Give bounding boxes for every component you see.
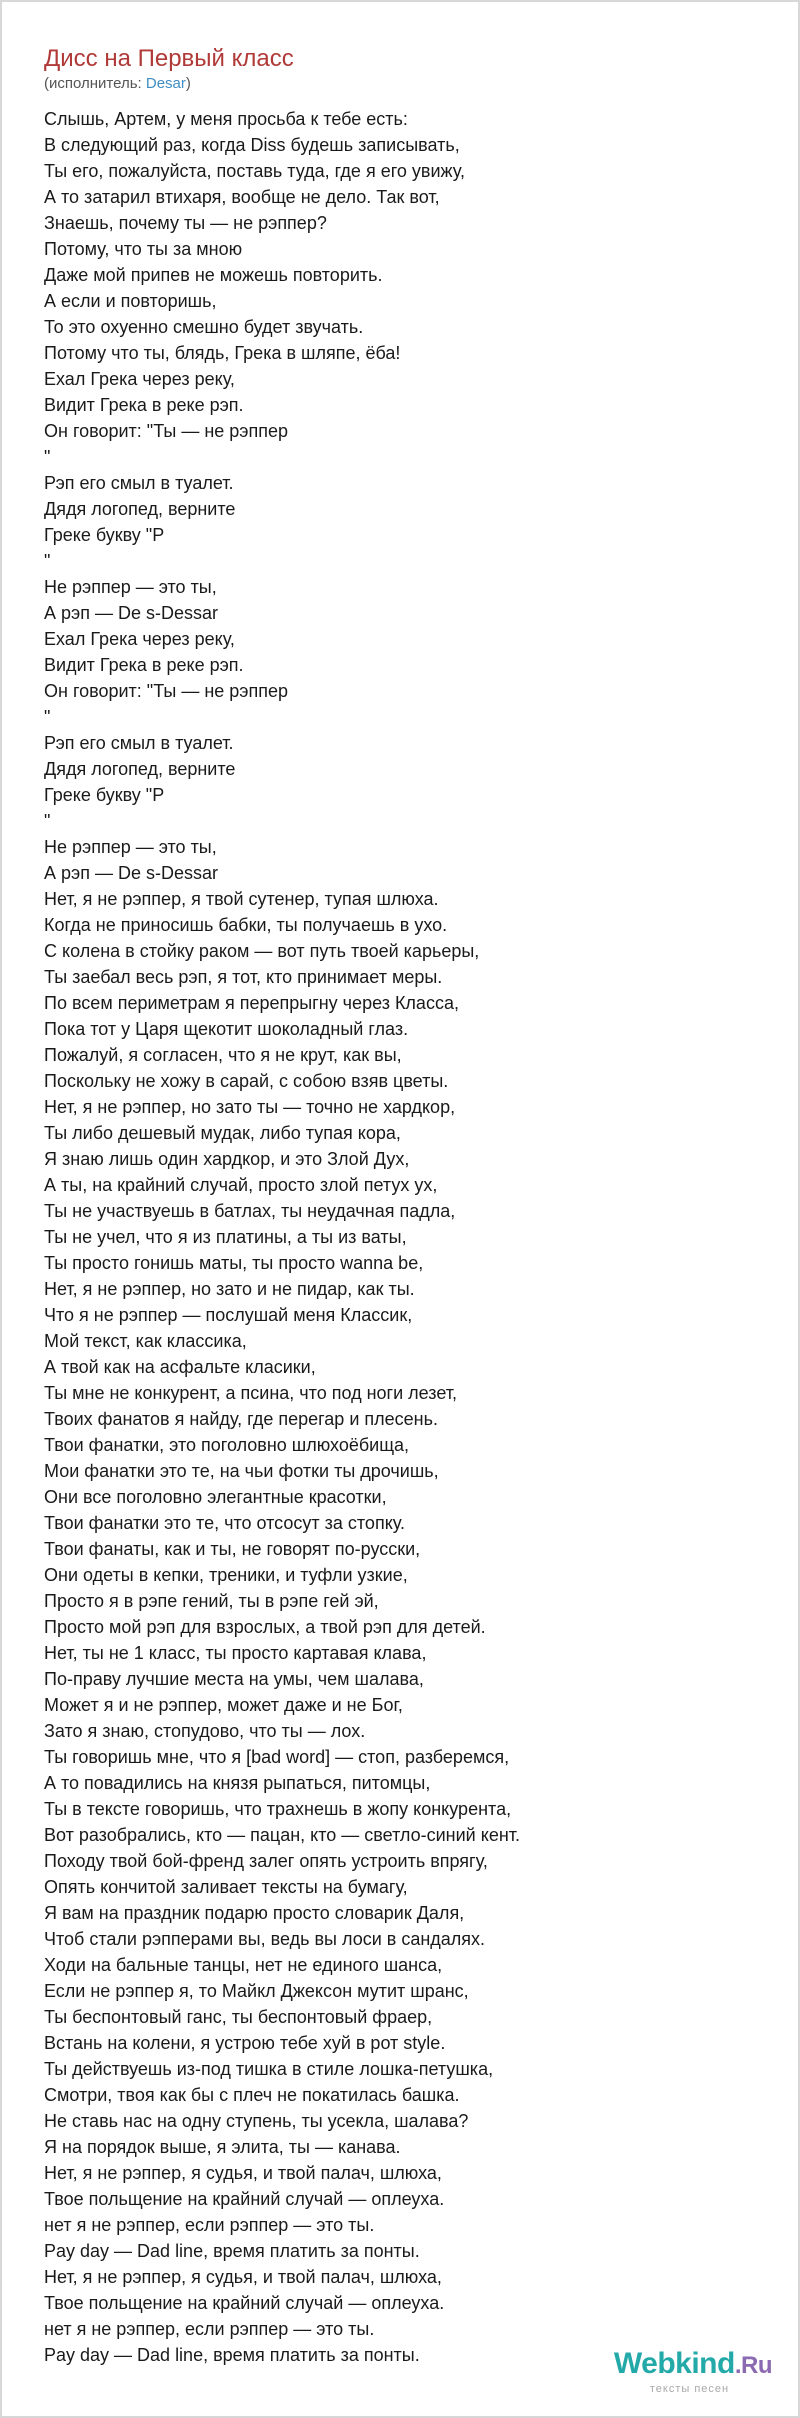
lyric-line: Греке букву "Р [44,785,165,805]
lyric-line: По всем периметрам я перепрыгну через Класса, [44,993,459,1013]
lyric-line: Ты мне не конкурент, а псина, что под ноги лезет, [44,1383,458,1403]
lyric-line: нет я не рэппер, если рэппер — это ты. [44,2319,375,2339]
lyric-line: Если не рэппер я, то Майкл Джексон мутит шранс, [44,1981,469,2001]
lyric-line: Ты либо дешевый мудак, либо тупая кора, [44,1123,401,1143]
lyric-line: Даже мой припев не можешь повторить. [44,265,383,285]
lyric-line: Греке букву "Р [44,525,165,545]
lyric-line: Не рэппер — это ты, [44,577,217,597]
lyric-line: Потому, что ты за мною [44,239,243,259]
lyric-line: Встань на колени, я устрою тебе хуй в рот style. [44,2033,446,2053]
lyric-line: А ты, на крайний случай, просто злой петух ух, [44,1175,438,1195]
lyric-line: Твои фанатки, это поголовно шлюхоёбища, [44,1435,410,1455]
lyric-line: Просто я в рэпе гений, ты в рэпе гей эй, [44,1591,379,1611]
lyric-line: Опять кончитой заливает тексты на бумагу, [44,1877,408,1897]
artist-prefix: (исполнитель: [44,75,146,92]
page-title: Дисс на Первый класс [44,45,294,72]
lyric-line: С колена в стойку раком — вот путь твоей карьеры, [44,941,480,961]
lyric-line: Ты не учел, что я из платины, а ты из ваты, [44,1227,407,1247]
lyric-line: Знаешь, почему ты — не рэппер? [44,213,327,233]
lyric-line: " [44,707,51,727]
lyric-line: Ехал Грека через реку, [44,629,235,649]
lyric-line: Нет, я не рэппер, но зато ты — точно не хардкор, [44,1097,456,1117]
lyric-line: Нет, я не рэппер, я судья, и твой палач, шлюха, [44,2163,442,2183]
lyric-line: Поскольку не хожу в сарай, с собою взяв цветы. [44,1071,449,1091]
lyric-line: " [44,811,51,831]
artist-suffix: ) [185,75,191,92]
lyric-line: По-праву лучшие места на умы, чем шалава, [44,1669,424,1689]
lyric-line: А твой как на асфальте класики, [44,1357,316,1377]
logo-tagline: тексты песен [649,2383,730,2395]
lyric-line: Нет, я не рэппер, я судья, и твой палач, шлюха, [44,2267,442,2287]
lyric-line: Ты его, пожалуйста, поставь туда, где я его увижу, [44,161,465,181]
lyric-line: Дядя логопед, верните [44,499,236,519]
lyric-line: Когда не приносишь бабки, ты получаешь в ухо. [44,915,448,935]
lyric-line: Просто мой рэп для взрослых, а твой рэп для детей. [44,1617,486,1637]
lyric-line: Не рэппер — это ты, [44,837,217,857]
lyric-line: Ты беспонтовый ганс, ты беспонтовый фраер, [44,2007,433,2027]
lyric-line: Ты заебал весь рэп, я тот, кто принимает меры. [44,967,443,987]
lyric-line: Может я и не рэппер, может даже и не Бог, [44,1695,403,1715]
lyric-line: Рэп его смыл в туалет. [44,733,234,753]
lyric-line: Видит Грека в реке рэп. [44,395,244,415]
lyric-line: Пока тот у Царя щекотит шоколадный глаз. [44,1019,409,1039]
lyric-line: Он говорит: "Ты — не рэппер [44,421,289,441]
lyric-line: Видит Грека в реке рэп. [44,655,244,675]
site-logo[interactable] [614,2347,772,2395]
lyric-line: Твое польщение на крайний случай — оплеуха. [44,2189,445,2209]
lyric-line: А если и повторишь, [44,291,217,311]
lyric-line: Потому что ты, блядь, Грека в шляпе, ёба! [44,343,401,363]
lyric-line: Рэп его смыл в туалет. [44,473,234,493]
lyric-line: Они все поголовно элегантные красотки, [44,1487,387,1507]
lyric-line: Нет, я не рэппер, но зато и не пидар, как ты. [44,1279,415,1299]
artist-line [44,74,191,94]
lyric-line: Ты просто гонишь маты, ты просто wanna be, [44,1253,424,1273]
lyric-line: А то затарил втихаря, вообще не дело. Так вот, [44,187,440,207]
lyric-line: Твоих фанатов я найду, где перегар и плесень. [44,1409,438,1429]
lyric-line: Что я не рэппер — послушай меня Классик, [44,1305,413,1325]
lyric-line: Слышь, Артем, у меня просьба к тебе есть: [44,109,408,129]
lyric-line: Чтоб стали рэпперами вы, ведь вы лоси в сандалях. [44,1929,486,1949]
lyric-line: Смотри, твоя как бы с плеч не покатилась башка. [44,2085,460,2105]
lyric-line: Вот разобрались, кто — пацан, кто — светло-синий кент. [44,1825,521,1845]
lyric-line: Я на порядок выше, я элита, ты — канава. [44,2137,401,2157]
lyric-line: Мои фанатки это те, на чьи фотки ты дрочишь, [44,1461,439,1481]
lyric-line: Зато я знаю, стопудово, что ты — лох. [44,1721,366,1741]
lyric-line: Твое польщение на крайний случай — оплеуха. [44,2293,445,2313]
lyric-line: А то повадились на князя рыпаться, питомцы, [44,1773,431,1793]
lyric-line: Ты говоришь мне, что я [bad word] — стоп, разберемся, [44,1747,510,1767]
lyric-line: Ты не участвуешь в батлах, ты неудачная падла, [44,1201,456,1221]
logo-wordmark: Webkind [613,2347,735,2380]
lyric-line: Я вам на праздник подарю просто словарик Даля, [44,1903,465,1923]
lyric-line: Они одеты в кепки, треники, и туфли узкие, [44,1565,408,1585]
lyric-line: Не ставь нас на одну ступень, ты усекла, шалава? [44,2111,469,2131]
lyric-line: Ты действуешь из-под тишка в стиле лошка-петушка, [44,2059,494,2079]
artist-link[interactable]: Desar [145,75,186,92]
lyric-line: Твои фанаты, как и ты, не говорят по-русски, [44,1539,421,1559]
logo-tld: .Ru [734,2352,772,2379]
lyric-line: Твои фанатки это те, что отсосут за стопку. [44,1513,405,1533]
lyric-line: " [44,551,51,571]
lyric-line: Pay day — Dad line, время платить за понты. [44,2241,420,2261]
lyric-line: Ехал Грека через реку, [44,369,235,389]
lyric-line: Нет, я не рэппер, я твой сутенер, тупая шлюха. [44,889,439,909]
lyric-line: Дядя логопед, верните [44,759,236,779]
lyric-line: Мой текст, как классика, [44,1331,247,1351]
lyric-line: Ходи на бальные танцы, нет не единого шанса, [44,1955,443,1975]
lyric-line: " [44,447,51,467]
lyric-line: То это охуенно смешно будет звучать. [44,317,364,337]
lyrics-text [44,106,774,2368]
lyric-line: А рэп — De s-Dessar [44,863,218,883]
lyric-line: Походу твой бой-френд залег опять устроить впрягу, [44,1851,488,1871]
lyric-line: нет я не рэппер, если рэппер — это ты. [44,2215,375,2235]
lyric-line: Он говорит: "Ты — не рэппер [44,681,289,701]
lyric-line: Нет, ты не 1 класс, ты просто картавая клава, [44,1643,427,1663]
lyric-line: Пожалуй, я согласен, что я не крут, как вы, [44,1045,402,1065]
lyric-line: Я знаю лишь один хардкор, и это Злой Дух, [44,1149,410,1169]
lyric-line: В следующий раз, когда Diss будешь записывать, [44,135,460,155]
lyric-line: А рэп — De s-Dessar [44,603,218,623]
lyric-line: Ты в тексте говоришь, что трахнешь в жопу конкурента, [44,1799,512,1819]
lyric-line: Pay day — Dad line, время платить за понты. [44,2345,420,2365]
